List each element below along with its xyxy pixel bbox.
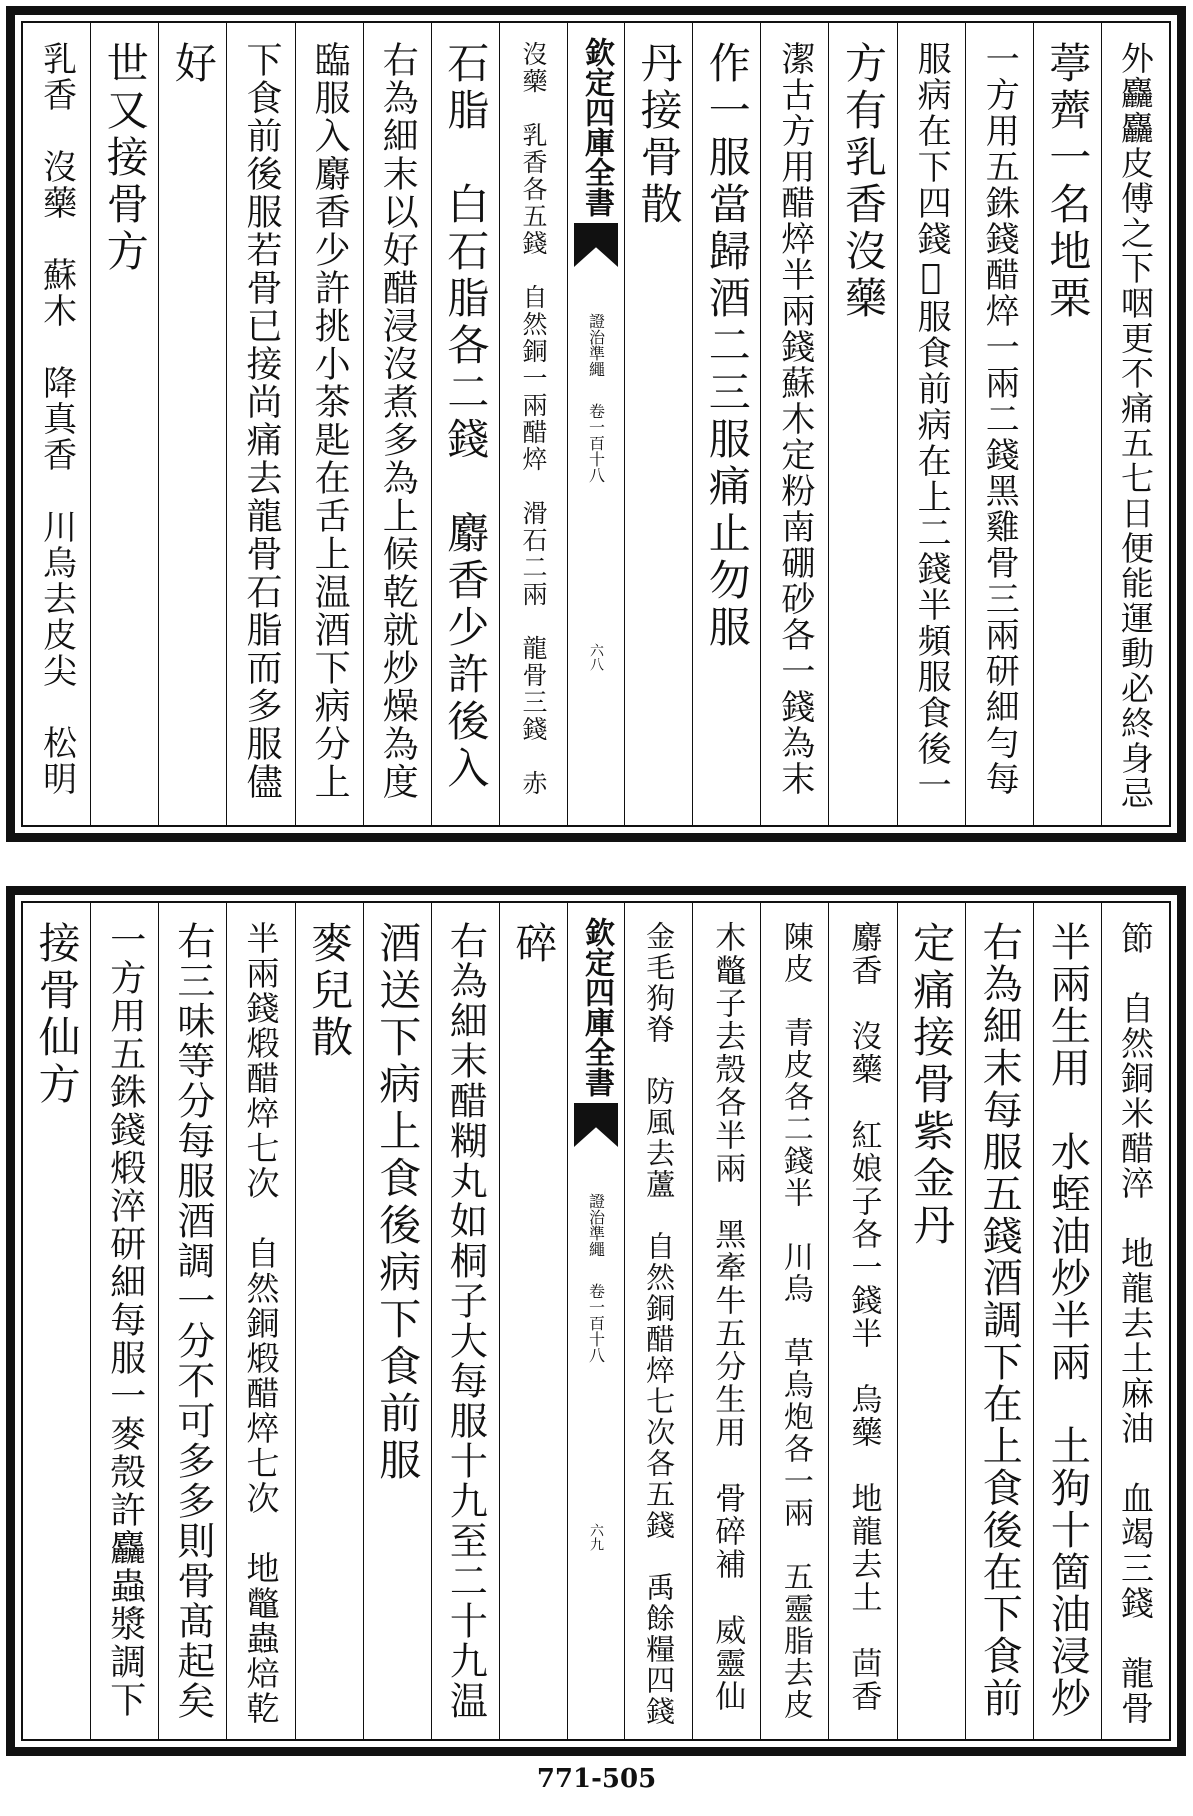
text-column <box>363 903 431 1739</box>
column-text: 右為細末醋糊丸如桐子大每服十九至二十九温 <box>443 921 488 1721</box>
fishtail-mark-upper <box>574 223 618 267</box>
text-column <box>23 903 90 1739</box>
text-column <box>363 23 431 825</box>
text-column <box>499 23 567 825</box>
column-text: 金毛狗脊 防風去蘆 自然銅醋焠七次各五錢 禹餘糧四錢 <box>642 921 677 1727</box>
text-column <box>431 23 499 825</box>
text-column <box>760 903 828 1739</box>
text-column <box>897 23 965 825</box>
text-column <box>624 903 692 1739</box>
column-text: 半兩錢煅醋焠七次 自然銅煅醋焠七次 地鼈蟲焙乾 <box>241 921 281 1726</box>
column-text: 下食前後服若骨已接尚痛去龍骨石脂而多服儘 <box>240 41 282 801</box>
text-column <box>226 23 294 825</box>
page-number: 771-505 <box>536 1764 657 1794</box>
column-text: 臨服入麝香少許挑小茶匙在舌上温酒下病分上 <box>309 41 351 801</box>
column-text: 定痛接骨紫金丹 <box>907 921 957 1250</box>
top-page <box>6 6 1186 842</box>
column-text: 麝香 沒藥 紅娘子各一錢半 烏藥 地龍去土 茴香 <box>845 921 882 1713</box>
text-column <box>1101 903 1169 1739</box>
column-text: 丹接骨散 <box>634 41 684 229</box>
column-text: 右為細末每服五錢酒調下在上食後在下食前 <box>976 921 1023 1719</box>
column-text: 麥兒散 <box>305 921 355 1062</box>
book-title: 欽定四庫全書 <box>579 917 614 1097</box>
center-fold-column <box>567 23 624 825</box>
section-title: 證治準繩 <box>586 1193 606 1257</box>
text-column <box>692 23 760 825</box>
column-text: 好 <box>168 41 218 88</box>
center-fold-column <box>567 903 624 1739</box>
column-text: 陳皮 青皮各二錢半 川烏 草烏炮各一兩 五靈脂去皮 <box>777 921 813 1721</box>
column-text: 一方用五銖錢煅淬研細每服一麥殼許麤蟲漿調下 <box>104 921 146 1719</box>
column-text: 石脂 白石脂各二錢 麝香少許後入 <box>441 41 491 793</box>
top-page-frame <box>21 21 1171 827</box>
fishtail-mark-upper <box>574 1103 618 1147</box>
text-column <box>499 903 567 1739</box>
text-column <box>295 903 363 1739</box>
column-text: 潔古方用醋焠半兩錢蘇木定粉南硼砂各一錢為末 <box>774 41 815 797</box>
text-column <box>431 903 499 1739</box>
text-column <box>226 903 294 1739</box>
text-column <box>1101 23 1169 825</box>
text-column <box>828 23 896 825</box>
volume-number: 卷一百十八 <box>586 1283 606 1363</box>
column-text: 乳香 沒藥 蘇木 降真香 川烏去皮尖 松明 <box>36 41 77 797</box>
column-text: 沒藥 乳香各五錢 自然銅一兩醋焠 滑石二兩 龍骨三錢 赤 <box>518 41 548 797</box>
leaf-number: 六八 <box>588 643 604 671</box>
column-text: 木鼈子去殼各半兩 黑牽牛五分生用 骨碎補 威靈仙 <box>709 921 746 1713</box>
text-column <box>828 903 896 1739</box>
bottom-page-frame <box>21 901 1171 1741</box>
text-column <box>897 903 965 1739</box>
text-column <box>158 903 226 1739</box>
text-column <box>760 23 828 825</box>
leaf-number: 六九 <box>588 1523 604 1551</box>
column-text: 右三味等分每服酒調一分不可多多則骨髙起矣 <box>170 921 215 1721</box>
column-text: 方有乳香沒藥 <box>838 41 888 323</box>
section-title: 證治準繩 <box>586 313 606 377</box>
volume-number: 卷一百十八 <box>586 403 606 483</box>
bottom-page <box>6 886 1186 1756</box>
text-column <box>158 23 226 825</box>
column-text: 右為細末以好醋浸沒煮多為上候乾就炒燥為度 <box>377 41 419 801</box>
text-column <box>23 23 90 825</box>
column-text: 一方用五銖錢醋焠一兩二錢黑雞骨三兩研細勻每 <box>979 41 1020 797</box>
column-text: 接骨仙方 <box>32 921 82 1109</box>
column-text: 碎 <box>509 921 559 968</box>
column-text: 外麤麤皮傅之下咽更不痛五七日便能運動必終身忌 <box>1115 41 1155 811</box>
text-column <box>965 903 1033 1739</box>
column-text: 酒送下病上食後病下食前服 <box>373 921 423 1485</box>
text-column <box>90 23 158 825</box>
column-text: 作一服當歸酒二三服痛止勿服 <box>702 41 752 652</box>
column-text: 服病在下四錢𨂍服食前病在上二錢半頻服食後一 <box>911 41 952 803</box>
column-text: 節 自然銅米醋淬 地龍去土麻油 血竭三錢 龍骨 <box>1115 921 1155 1726</box>
text-column <box>295 23 363 825</box>
column-text: 葶薺一名地栗 <box>1043 41 1093 323</box>
top-columns <box>23 23 1169 825</box>
column-text: 半兩生用 水蛭油炒半兩 土狗十箇油浸炒 <box>1044 921 1091 1719</box>
text-column <box>692 903 760 1739</box>
text-column <box>965 23 1033 825</box>
text-column <box>1033 23 1101 825</box>
text-column <box>90 903 158 1739</box>
book-title: 欽定四庫全書 <box>579 37 614 217</box>
text-column <box>624 23 692 825</box>
bottom-columns <box>23 903 1169 1739</box>
column-text: 世又接骨方 <box>100 41 150 276</box>
text-column <box>1033 903 1101 1739</box>
